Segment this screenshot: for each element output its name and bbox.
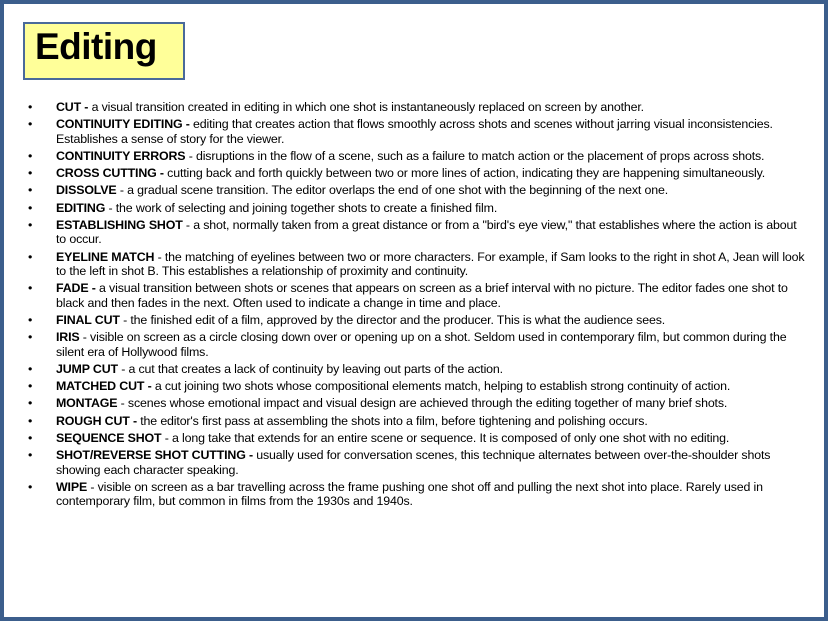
glossary-item xyxy=(28,396,806,411)
glossary-item xyxy=(28,313,806,328)
glossary-item xyxy=(28,166,806,181)
glossary-item xyxy=(28,201,806,216)
bullet-icon: • xyxy=(28,396,33,411)
glossary-list xyxy=(28,100,806,512)
bullet-icon: • xyxy=(28,217,33,232)
glossary-definition: - the matching of eyelines between two or more characters. For example, if Sam looks to the right in shot A, Jean will look to the left in shot B. This establishes a relationship of proximity and continuity. xyxy=(56,249,805,279)
glossary-definition: - the work of selecting and joining together shots to create a finished film. xyxy=(105,200,498,215)
bullet-icon: • xyxy=(28,249,33,264)
bullet-icon: • xyxy=(28,413,33,428)
glossary-term: CONTINUITY ERRORS xyxy=(56,148,186,163)
glossary-term: IRIS xyxy=(56,330,80,345)
bullet-icon: • xyxy=(28,148,33,163)
bullet-icon: • xyxy=(28,117,33,132)
bullet-icon: • xyxy=(28,379,33,394)
glossary-term: FINAL CUT xyxy=(56,313,120,328)
glossary-definition: the editor's first pass at assembling the shots into a film, before tightening and polishing occurs. xyxy=(136,413,648,428)
bullet-icon: • xyxy=(28,430,33,445)
bullet-icon: • xyxy=(28,166,33,181)
glossary-definition: - scenes whose emotional impact and visual design are achieved through the editing together of many brief shots. xyxy=(117,396,728,411)
glossary-item xyxy=(28,183,806,198)
glossary-term: MONTAGE xyxy=(56,396,118,411)
glossary-definition: a visual transition created in editing in which one shot is instantaneously replaced on screen by another. xyxy=(91,100,644,114)
glossary-definition: usually used for conversation scenes, this technique alternates between over-the-shoulder shots showing each character speaking. xyxy=(56,447,771,477)
glossary-term: ROUGH CUT - xyxy=(56,413,137,428)
glossary-term: SHOT/REVERSE SHOT CUTTING - xyxy=(56,447,253,462)
glossary-item xyxy=(28,149,806,164)
glossary-definition: a visual transition between shots or scenes that appears on screen as a brief interval with no picture. The editor fades one shot to black and then fades in the next. Often used to indicate a change in time and place. xyxy=(56,281,788,310)
glossary-definition: - visible on screen as a circle closing down over or opening up on a shot. Seldom used in contemporary film, but common during the silent era of Hollywood films. xyxy=(56,330,787,359)
title-box xyxy=(23,22,185,80)
glossary-item xyxy=(28,117,806,146)
bullet-icon: • xyxy=(28,313,33,328)
glossary-term: ESTABLISHING SHOT xyxy=(56,217,183,232)
glossary-item xyxy=(28,480,806,509)
glossary-term: CONTINUITY EDITING - xyxy=(56,117,190,132)
bullet-icon: • xyxy=(28,479,33,494)
bullet-icon: • xyxy=(28,200,33,215)
bullet-icon: • xyxy=(28,362,33,377)
bullet-icon: • xyxy=(28,183,33,198)
glossary-term: DISSOLVE xyxy=(56,183,117,198)
glossary-item xyxy=(28,431,806,446)
glossary-item xyxy=(28,250,806,279)
glossary-definition: - a long take that extends for an entire scene or sequence. It is composed of only one shot with no editing. xyxy=(161,430,730,445)
glossary-item xyxy=(28,448,806,477)
glossary-definition: - a gradual scene transition. The editor overlaps the end of one shot with the beginning of the next one. xyxy=(116,183,669,198)
glossary-term: WIPE xyxy=(56,479,88,494)
glossary-term: EDITING xyxy=(56,200,106,215)
glossary-definition: editing that creates action that flows smoothly across shots and scenes without jarring visual inconsistencies. Establishes a sense of story for the viewer. xyxy=(56,117,773,146)
glossary-definition: - a shot, normally taken from a great distance or from a "bird's eye view," that establishes where the action is about to occur. xyxy=(56,217,797,247)
bullet-icon: • xyxy=(28,447,33,462)
glossary-item xyxy=(28,218,806,247)
glossary-term: CUT - xyxy=(56,100,92,114)
glossary-term: EYELINE MATCH xyxy=(56,249,155,264)
glossary-definition: cutting back and forth quickly between two or more lines of action, indicating they are happening simultaneously. xyxy=(163,166,766,181)
glossary-item xyxy=(28,379,806,394)
glossary-definition: - visible on screen as a bar travelling across the frame pushing one shot off and pulling the next shot into place. Rarely used in contemporary film, but common in films from the 1930s and 1940s. xyxy=(56,479,763,509)
bullet-icon: • xyxy=(28,281,33,296)
glossary-item xyxy=(28,100,806,115)
glossary-item xyxy=(28,414,806,429)
glossary-term: FADE - xyxy=(56,281,96,296)
glossary-term: MATCHED CUT - xyxy=(56,379,152,394)
glossary-item xyxy=(28,362,806,377)
glossary-definition: - the finished edit of a film, approved by the director and the producer. This is what the audience sees. xyxy=(119,313,666,328)
glossary-term: SEQUENCE SHOT xyxy=(56,430,162,445)
slide-title: Editing xyxy=(35,26,157,67)
glossary-definition: a cut joining two shots whose compositional elements match, helping to establish strong continuity of action. xyxy=(151,379,731,394)
glossary-term: CROSS CUTTING - xyxy=(56,166,164,181)
glossary-definition: - disruptions in the flow of a scene, such as a failure to match action or the placement of props across shots. xyxy=(185,148,765,163)
glossary-item xyxy=(28,330,806,359)
glossary-definition: - a cut that creates a lack of continuity by leaving out parts of the action. xyxy=(117,362,503,377)
glossary-item xyxy=(28,281,806,310)
bullet-icon: • xyxy=(28,330,33,345)
glossary-term: JUMP CUT xyxy=(56,362,118,377)
bullet-icon: • xyxy=(28,100,33,114)
